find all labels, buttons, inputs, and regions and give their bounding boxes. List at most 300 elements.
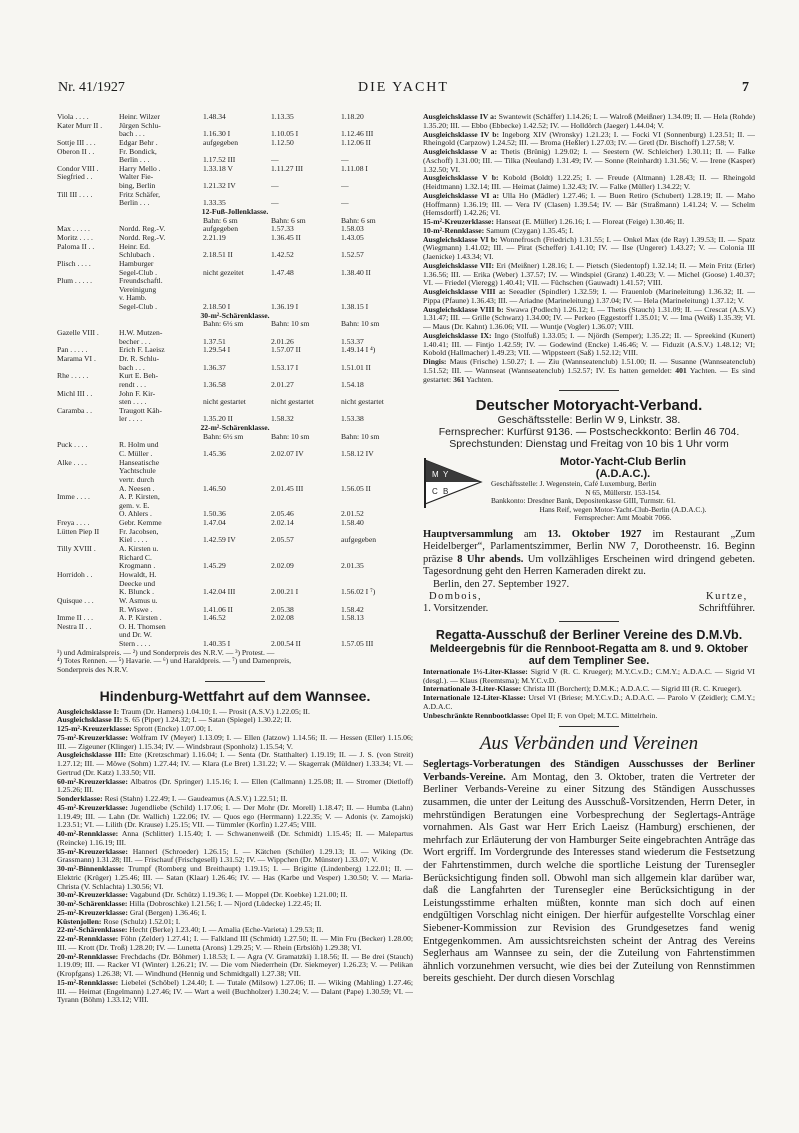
wannsee-results (57, 708, 413, 1006)
boat-name (57, 398, 119, 407)
result-race-3 (341, 355, 411, 364)
owner: A. Kirsten u. (119, 545, 159, 554)
result-race-1 (203, 493, 271, 502)
result-row (57, 459, 413, 468)
owner: Vereinigung (119, 285, 157, 294)
boat-name: Viola . . . . (57, 113, 89, 121)
result-race-1: 2.18.50 I (203, 303, 231, 312)
boat-name (57, 476, 119, 485)
owner: Fr. Bondick, (119, 147, 157, 156)
class-label: Ausgleichsklasse VI a: (423, 190, 500, 200)
verbaende-article (423, 759, 755, 986)
result-row (57, 260, 413, 269)
result-row (57, 364, 413, 373)
boat-name (57, 182, 119, 191)
class-label: Internationale 1½-Liter-Klasse: (423, 666, 528, 676)
result-row (57, 156, 413, 165)
result-race-1 (203, 243, 271, 252)
result-text: Ursel VI (Briese; M.Y.C.v.D.; A.D.A.C. — Parolo V (Zeidler); C.M.Y.; A.D.A.C. (423, 693, 755, 711)
result-race-1 (203, 173, 271, 182)
owner: John F. Kir- (119, 389, 156, 398)
meeting-date: 13. Oktober 1927 (547, 528, 642, 540)
result-race-2: 1.36.45 II (271, 233, 301, 242)
result-race-3 (341, 294, 411, 303)
class-result (423, 236, 755, 262)
owner: Jürgen Schlu- (119, 121, 161, 130)
result-race-3: 1.58.03 (341, 225, 364, 234)
regatta-entries (423, 668, 755, 721)
result-race-1 (203, 528, 271, 537)
result-race-3 (341, 407, 411, 416)
boat-name: Condor VIII . (57, 164, 99, 173)
result-row (57, 597, 413, 606)
result-race-3 (341, 243, 411, 252)
class-label: 60-m²-Kreuzerklasse: (57, 776, 128, 786)
result-race-1 (203, 148, 271, 157)
result-race-3: — (341, 156, 349, 165)
result-race-1 (203, 372, 271, 381)
result-race-2: 1.53.17 I (271, 363, 299, 372)
result-race-1: 1.29.54 I (203, 346, 231, 355)
result-row (57, 199, 413, 208)
boat-name: Sottje III . . . (57, 138, 96, 147)
result-race-2: 1.58.32 (271, 415, 294, 424)
result-race-1 (203, 571, 271, 580)
result-race-2: — (271, 199, 279, 208)
result-race-1: 1.33.18 V (203, 164, 234, 173)
result-race-2 (271, 191, 341, 200)
owner: C. Müller . (119, 449, 153, 458)
result-race-3 (341, 372, 411, 381)
result-race-3: 1.52.57 (341, 251, 364, 260)
result-race-3: 1.53.37 (341, 337, 364, 346)
owner: Heinr. Ed. (119, 242, 151, 251)
magazine-title: DIE YACHT (358, 80, 449, 95)
page-number: 7 (742, 80, 749, 95)
result-race-3: 1.58.40 (341, 519, 364, 528)
class-result (57, 734, 413, 752)
owner: Segel-Club . (119, 268, 157, 277)
result-race-2 (271, 502, 341, 511)
result-race-1 (203, 191, 271, 200)
result-race-1: aufgegeben (203, 225, 238, 234)
result-row (57, 165, 413, 174)
result-text: Yachten. (464, 374, 494, 384)
result-race-2: 1.57.33 (271, 225, 294, 234)
result-race-1: 1.17.52 III (203, 156, 236, 165)
course-length (119, 320, 203, 329)
result-text: Resi (Stahn) 1.22.49; I. — Gaudeamus (A.S.V.) 1.22.51; II. (102, 794, 288, 804)
boat-name: Imme . . . . (57, 493, 90, 502)
boat-name (57, 338, 119, 347)
boat-name: Imme II . . . (57, 614, 94, 623)
boat-name (57, 588, 119, 597)
owner: Krogmann . (119, 562, 156, 571)
boat-name (57, 450, 119, 459)
result-race-1 (203, 545, 271, 554)
result-race-3: 1.38.15 I (341, 303, 369, 312)
result-race-1: 1.33.35 (203, 199, 226, 208)
result-row (57, 398, 413, 407)
boat-name (57, 364, 119, 373)
result-race-2: 2.01.26 (271, 337, 294, 346)
course-length (119, 433, 203, 442)
result-race-2 (271, 243, 341, 252)
result-race-3: 2.01.52 (341, 510, 364, 519)
boat-name: Max . . . . . (57, 225, 90, 234)
result-row (57, 329, 413, 338)
result-race-1: 1.42.04 III (203, 588, 236, 597)
result-race-1 (203, 467, 271, 476)
result-row (57, 286, 413, 295)
owner: Heinr. Wilzer (119, 113, 160, 121)
result-text: Yachten. — Es sind gestartet: (423, 365, 755, 384)
result-race-1 (203, 580, 271, 589)
result-race-2 (271, 493, 341, 502)
result-race-2: 2.02.08 (271, 614, 294, 623)
result-race-1: 1.46.50 (203, 484, 226, 493)
owner: Edgar Behr . (119, 138, 158, 147)
boat-name: Tilly XVIII . (57, 545, 96, 554)
result-race-1 (203, 286, 271, 295)
result-row (57, 510, 413, 519)
result-text: Albatros (Dr. Springer) 1.15.16; I. — Ellen (Callmann) 1.25.08; II. — Stromer (Dietloff) 1.25.26; III. (57, 776, 413, 795)
result-race-2 (271, 623, 341, 632)
result-race-3: 1.54.18 (341, 380, 364, 389)
owner: sten . . . . (119, 398, 147, 407)
result-text: Maus (Frische) 1.50.27; I. — Ziu (Wannseatenclub) 1.51.00; II. — Susanne (Wannseatenclub) 1.51.52; III. — Wannseat (Wannseatenclub) 1.52.57; IV. Es hatten gemeldet: (423, 357, 755, 375)
boat-name (57, 554, 119, 563)
class-label: Ausgleichsklasse VII: (423, 260, 495, 270)
result-race-1: 1.21.32 IV (203, 182, 236, 191)
result-race-3 (341, 390, 411, 399)
owner: Erich F. Laeisz (119, 346, 165, 355)
result-race-1: 1.37.51 (203, 337, 226, 346)
owner: Kiel . . . . (119, 536, 148, 545)
result-text: Hilla (Dobroschke) 1.21.56; I. — Njord (Lüdecke) 1.22.45; II. (127, 899, 322, 909)
result-race-1: aufgegeben (203, 138, 238, 147)
owner: W. Asmus u. (119, 596, 158, 605)
boat-name: Puck . . . . (57, 441, 88, 450)
owner: Stern . . . . (119, 640, 151, 649)
class-result (423, 113, 755, 131)
result-race-3 (341, 502, 411, 511)
regatta-heading: Regatta-Ausschuß der Berliner Vereine des D.M.Vb. (435, 627, 743, 642)
result-race-1 (203, 407, 271, 416)
divider (559, 621, 619, 622)
result-race-2: 1.36.19 I (271, 303, 299, 312)
result-row (57, 554, 413, 563)
boat-name (57, 467, 119, 476)
result-race-2 (271, 329, 341, 338)
owner: Dr. R. Schlu- (119, 354, 160, 363)
divider (205, 681, 265, 682)
result-race-3: 1.18.20 (341, 113, 364, 121)
result-race-2: nicht gestartet (271, 398, 314, 407)
boat-name: Moritz . . . . (57, 233, 93, 242)
result-race-2: 1.57.07 II (271, 346, 301, 355)
result-race-3: 1.53.38 (341, 415, 364, 424)
regatta-entry (423, 694, 755, 712)
boat-name: Freya . . . . (57, 519, 90, 528)
result-race-1 (203, 122, 271, 131)
result-row (57, 450, 413, 459)
office-address: Geschäftsstelle: Berlin W 9, Linkstr. 38. (497, 414, 681, 427)
class-label: Ausgleichsklasse IV b: (423, 129, 500, 139)
signer-name: Kurtze, (706, 590, 748, 602)
owner: K. Blunck . (119, 588, 155, 597)
result-text: Wolfram IV (Meyer) 1.13.09; I. — Ellen (Jatzow) 1.14.56; II. — Hessen (Eller) 1.15.06; III. — Zigeuner (Klinger) 1.15.34; IV. — Windsbraut (Sponholz) 1.15.54; V. (57, 732, 413, 751)
result-text: Jugendliebe (Schild) 1.17.06; I. — Der Mohr (Dr. Morell) 1.18.47; II. — Humba (Lahn) 1.19.49; III. — Lahn (Dr. Wallich) 1.22.06; IV. — Quos ego (Herrmann) 1.22.35; V. — Adonis (v. Zamojski) 1.23.51; VI. — Lilith (Dr. Krause) 1.25.15; VII. — Tümmler (Korfin) 1.27.45; VIII. (57, 802, 413, 830)
boat-name: Oberon II . . (57, 147, 95, 156)
result-race-3 (341, 623, 411, 632)
owner: R. Holm und (119, 441, 159, 450)
page-header (58, 80, 749, 98)
result-race-3 (341, 571, 411, 580)
result-row (57, 277, 413, 286)
result-race-3: 1.57.05 III (341, 640, 374, 649)
class-result (57, 848, 413, 866)
result-row (57, 407, 413, 416)
class-label: 25-m²-Kreuzerklasse: (57, 907, 128, 917)
result-race-3: 1.58.12 IV (341, 449, 374, 458)
result-race-1 (203, 502, 271, 511)
course-length-row (57, 217, 413, 226)
result-race-3 (341, 441, 411, 450)
owner: Nordd. Reg.-V. (119, 233, 166, 242)
result-race-2: 1.11.27 III (271, 164, 303, 173)
ausgleich-results (423, 113, 755, 384)
course-length (57, 320, 119, 329)
signature-chair (423, 591, 488, 615)
result-text: Traum (Dr. Hamers) 1.04.10; I. — Prosit (A.S.V.) 1.22.05; II. (119, 706, 310, 716)
class-label: Ausgleichsklasse I: (57, 706, 120, 716)
result-race-3: — (341, 182, 349, 191)
boat-name: Plisch . . . . (57, 259, 91, 268)
left-column (57, 113, 413, 1005)
divider (559, 726, 619, 727)
result-race-2 (271, 545, 341, 554)
club-line: Hans Reif, wegen Motor-Yacht-Club-Berlin (A.D.A.C.). (539, 504, 707, 514)
owner: Segel-Club . (119, 303, 157, 312)
course-length: Bahn: 6½ sm (203, 432, 244, 441)
result-row (57, 225, 413, 234)
class-label: 22-m²-Rennklasse: (57, 934, 119, 944)
boat-name (57, 580, 119, 589)
result-text: Föhn (Zelder) 1.27.41; I. — Falkland III (Schmidt) 1.27.50; II. — Min Fru (Becker) 1.28.00; III. — Krott (Dr. Troß) 1.28.20; IV. — Lunetta (Arons) 1.29.25; V. — Rhein (Erbslöh) 1.29.38; VI. (57, 934, 413, 952)
boat-name: Paloma II . . (57, 242, 95, 251)
result-race-2: 2.05.57 (271, 536, 294, 545)
course-length: Bahn: 10 sm (341, 432, 380, 441)
owner: Traugott Käh- (119, 406, 162, 415)
class-label: Ausgleichsklasse IV a: (423, 113, 497, 121)
result-row (57, 614, 413, 623)
result-race-3 (341, 597, 411, 606)
course-length (119, 217, 203, 226)
result-race-3 (341, 260, 411, 269)
owner: R. Wiswe . (119, 605, 153, 614)
owner: Kurt E. Beh- (119, 372, 159, 381)
boat-name (57, 502, 119, 511)
class-result (57, 953, 413, 979)
result-race-3 (341, 554, 411, 563)
result-race-1: 1.16.30 I (203, 130, 231, 139)
class-label: Ausgleichsklasse VIII b: (423, 304, 504, 314)
boat-name: Rhe . . . . . (57, 372, 89, 381)
class-label: 45-m²-Kreuzerklasse: (57, 802, 128, 812)
result-row (57, 338, 413, 347)
course-length: Bahn: 6 sm (341, 216, 376, 225)
regatta-subheading: Meldeergebnis für die Rennboot-Regatta am 8. und 9. Oktober (430, 642, 748, 655)
result-row (57, 467, 413, 476)
boat-name: Horridoh . . (57, 570, 93, 579)
result-text: Swantewit (Schäffer) 1.14.26; I. — Walroß (Meißner) 1.34.09; II. — Hela (Rohde) 1.35.20; III. — Ebbo (Ebbecke) 1.42.52; IV. — Holldörch (Jaeger) 1.44.04; V. (423, 113, 755, 130)
meeting-text: am (512, 528, 548, 540)
class-result (423, 192, 755, 218)
result-race-2 (271, 571, 341, 580)
result-race-1: 1.35.20 II (203, 415, 233, 424)
course-length-row (57, 433, 413, 442)
boat-name (57, 269, 119, 278)
result-race-2 (271, 554, 341, 563)
result-race-1: 1.40.35 I (203, 640, 231, 649)
wannsee-heading: Hindenburg-Wettfahrt auf dem Wannsee. (99, 687, 371, 704)
result-text: Opel II; F. von Opel; M.T.C. Mittelrhein. (529, 710, 658, 720)
result-text: Gral (Bergen) 1.36.46; I. (127, 907, 207, 917)
class-label: Küstenjollen: (57, 916, 102, 926)
result-row (57, 113, 413, 122)
result-race-2 (271, 355, 341, 364)
signature-secretary (699, 591, 755, 615)
result-race-1 (203, 476, 271, 485)
boat-name (57, 606, 119, 615)
club-line: Bankkonto: Dresdner Bank, Depositenkasse GIII, Turmstr. 61. (491, 496, 676, 506)
result-race-3: 1.43.05 (341, 233, 364, 242)
result-race-1: 1.47.04 (203, 519, 226, 528)
owner: becher . . . (119, 337, 151, 346)
result-row (57, 545, 413, 554)
result-race-3 (341, 528, 411, 537)
result-race-1: nicht gezeitet (203, 268, 244, 277)
class-label: Internationale 12-Liter-Klasse: (423, 693, 526, 702)
class-label: 15-m²-Kreuzerklasse: (423, 217, 494, 226)
class-result (423, 288, 755, 306)
result-race-1: 1.48.34 (203, 113, 226, 121)
result-race-2: 2.05.46 (271, 510, 294, 519)
result-race-2: 2.02.14 (271, 519, 294, 528)
boat-name: Quisque . . . (57, 596, 94, 605)
verbaende-heading: Aus Verbänden und Vereinen (479, 733, 699, 755)
result-row (57, 251, 413, 260)
result-race-2: 2.02.09 (271, 562, 294, 571)
club-block (423, 456, 755, 523)
signer-name: Dombois, (429, 590, 483, 602)
club-name: Motor-Yacht-Club Berlin (560, 456, 686, 469)
result-race-1 (203, 329, 271, 338)
result-race-3 (341, 493, 411, 502)
owner: Richard C. (119, 553, 152, 562)
result-race-2: 2.00.54 II (271, 640, 301, 649)
result-text: S. 65 (Piper) 1.24.32; I. — Satan (Spiegel) 1.30.22; II. (122, 715, 292, 725)
owner: A. Neesen . (119, 484, 155, 493)
result-text: Frechdachs (Dr. Böhmer) 1.18.53; I. — Agra (V. Gramatzki) 1.18.56; II. — Be drei (Stauch) 1.19.09; III. — Racker VI (Winter) 1.26.21; IV. — Die vom Niederrhein (Dr. Siekmeyer) 1.26.23; V. — Pelikan (Kropfgans) 1.26.38; VI. — Windhund (Hennig und Schmidtgall) 1.27.38; VII. (57, 951, 413, 979)
course-length (57, 217, 119, 226)
course-length: Bahn: 6½ sm (203, 320, 244, 329)
results-table (57, 113, 413, 675)
class-result (423, 148, 755, 174)
result-text: Hecht (Berke) 1.23.40; I. — Amalia (Eche-Varieta) 1.29.53; II. (127, 925, 324, 935)
result-race-2: 2.05.38 (271, 605, 294, 614)
result-race-2: 1.13.35 (271, 113, 294, 121)
result-race-3: nicht gestartet (341, 398, 384, 407)
result-race-1: 2.18.51 II (203, 251, 233, 260)
result-race-3 (341, 329, 411, 338)
result-race-3: 1.49.14 I ⁴) (341, 346, 376, 355)
result-text: Ingeborg XIV (Wronsky) 1.21.23; I. — Focki VI (Sonnenburg) 1.23.51; II. — Rheingold (Carpzow) 1.24.52; III. — Broma (Heßler) 1.27.03; IV. — Gretl (Dr. Bischoff) 1.27.58; V. (423, 129, 755, 148)
owner: A. P. Kirsten . (119, 614, 162, 623)
result-race-2 (271, 173, 341, 182)
result-race-3 (341, 277, 411, 286)
result-race-1 (203, 277, 271, 286)
club-flag-icon (423, 456, 483, 508)
result-text: Liebelei (Schöbel) 1.24.40; I. — Tutale (Milsow) 1.27.06; II. — Wiking (Mahling) 1.27.46; III. — Heimat (Engelmann) 1.27.46; IV. — Wart a weil (Buchholzer) 1.30.24; V. — Dalant (Pape) 1.30.59; VI. — Tyrann (Böhm) 1.33.12; VIII. (57, 977, 413, 1005)
owner: Nordd. Reg.-V. (119, 225, 166, 234)
boat-name (57, 130, 119, 139)
result-race-2 (271, 467, 341, 476)
footnote: ¹) und Admiralspreis. — ²) und Sonderpreis des N.R.V. — ³) Protest. — (57, 648, 275, 657)
result-race-1: 1.42.59 IV (203, 536, 236, 545)
result-row (57, 528, 413, 537)
result-row (57, 519, 413, 528)
result-race-2 (271, 148, 341, 157)
result-race-2: 2.02.07 IV (271, 449, 304, 458)
result-text: Trumpf (Romberg und Breithaupt) 1.19.15; I. — Brigitte (Lindenberg) 1.22.01; II. — Elektric (Krüger) 1.25.46; III. — Satan (Klaar) 1.26.46; IV. — Has (Karbe und Vesper) 1.30.50; V. — Maria-Christa (V. Schlachta) 1.30.56; VI. (57, 864, 413, 891)
result-race-2 (271, 407, 341, 416)
class-heading: 30-m²-Schärenklasse. (200, 311, 270, 320)
result-row (57, 571, 413, 580)
result-race-1 (203, 390, 271, 399)
result-race-2: 1.42.52 (271, 251, 294, 260)
result-race-1: 1.50.36 (203, 510, 226, 519)
boat-name (57, 510, 119, 519)
result-text: Anna (Schlitter) 1.15.40; I. — Schwanenweiß (Dr. Schmidt) 1.15.45; II. — Malepartus (Reincke) 1.16.19; III. (57, 829, 413, 847)
owner: H.W. Mutzen- (119, 329, 163, 338)
owner: Hamburger (119, 259, 154, 268)
class-result (423, 358, 755, 384)
boat-name: Michl III . . (57, 389, 93, 398)
owner: Schlubach . (119, 251, 155, 260)
result-race-3: 1.58.13 (341, 614, 364, 623)
boat-name (57, 381, 119, 390)
result-row (57, 122, 413, 131)
owner: O. Ahlers . (119, 510, 152, 519)
result-race-2 (271, 528, 341, 537)
boat-name: Pan . . . . . (57, 346, 88, 355)
result-race-3: 1.51.01 II (341, 363, 371, 372)
result-row (57, 390, 413, 399)
result-row (57, 485, 413, 494)
owner: Deecke und (119, 579, 156, 588)
result-race-3: 1.58.42 (341, 605, 364, 614)
class-label: 30-m²-Kreuzerklasse: (57, 890, 128, 900)
result-race-3 (341, 459, 411, 468)
course-length: Bahn: 6 sm (203, 216, 238, 225)
class-label: Ausgleichsklasse VI b: (423, 234, 498, 244)
boat-name: Till III . . . . (57, 190, 93, 199)
meeting-time: 8 Uhr abends. (457, 553, 524, 565)
result-race-1: 1.45.36 (203, 449, 226, 458)
result-race-2 (271, 597, 341, 606)
